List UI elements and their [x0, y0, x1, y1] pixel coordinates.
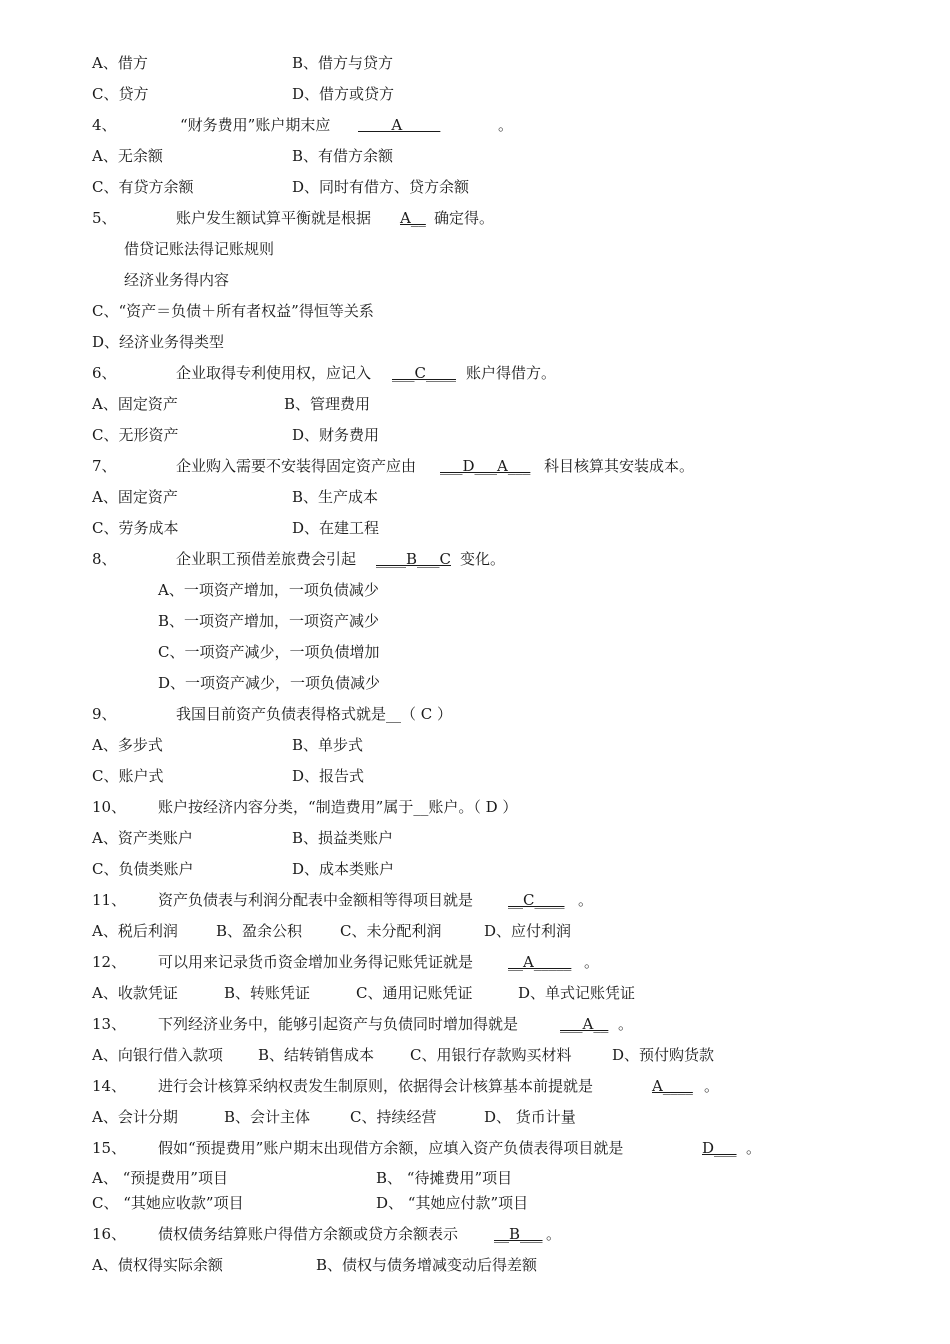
text-line — [0, 982, 950, 1004]
text-segment: 13、 — [92, 1015, 127, 1033]
text-segment: A、固定资产 — [92, 488, 178, 506]
text-segment: D、报告式 — [292, 767, 365, 785]
text-segment: C、贷方 — [92, 85, 149, 103]
text-line — [0, 1013, 950, 1035]
answer-blank: __C____ — [508, 891, 565, 909]
text-segment: B、有借方余额 — [292, 147, 394, 165]
text-segment: 。 — [584, 953, 600, 971]
text-segment: D、应付利润 — [484, 922, 572, 940]
text-segment: 经济业务得内容 — [124, 271, 230, 289]
text-segment: 4、 — [92, 116, 117, 134]
text-segment: 11、 — [92, 891, 127, 909]
text-segment: A、一项资产增加，一项负债减少 — [158, 581, 379, 599]
text-segment: 。 — [498, 116, 514, 134]
text-segment: 账户得借方。 — [466, 364, 557, 382]
text-segment: 科目核算其安装成本。 — [544, 457, 695, 475]
text-line — [0, 858, 950, 880]
text-segment: D、财务费用 — [292, 426, 380, 444]
answer-blank: ____B___C — [376, 550, 451, 568]
text-segment: B、盈余公积 — [216, 922, 303, 940]
text-segment: “财务费用”账户期末应 — [180, 116, 331, 134]
text-segment: C、未分配利润 — [340, 922, 442, 940]
text-line — [0, 641, 950, 663]
text-line — [0, 424, 950, 446]
text-segment: C、持续经营 — [350, 1108, 437, 1126]
text-segment: 账户发生额试算平衡就是根据 — [176, 209, 372, 227]
text-line — [0, 672, 950, 694]
text-line — [0, 548, 950, 570]
text-segment: 14、 — [92, 1077, 127, 1095]
answer-blank: A — [358, 116, 441, 134]
text-segment: 15、 — [92, 1139, 127, 1157]
text-segment: 企业购入需要不安装得固定资产应由 — [176, 457, 417, 475]
text-segment: 借贷记账法得记账规则 — [124, 240, 275, 258]
text-segment: 债权债务结算账户得借方余额或贷方余额表示 — [158, 1225, 459, 1243]
text-segment: D、经济业务得类型 — [92, 333, 225, 351]
text-segment: 10、 — [92, 798, 127, 816]
text-segment: C、账户式 — [92, 767, 164, 785]
text-line — [0, 1137, 950, 1159]
text-segment: A、收款凭证 — [92, 984, 178, 1002]
text-segment: 9、 — [92, 705, 117, 723]
text-segment: 确定得。 — [434, 209, 495, 227]
text-segment: C、 “其她应收款”项目 — [92, 1194, 244, 1212]
text-segment: C、用银行存款购买材料 — [410, 1046, 572, 1064]
text-line — [0, 765, 950, 787]
text-line — [0, 610, 950, 632]
text-line — [0, 362, 950, 384]
text-segment: A、债权得实际余额 — [92, 1256, 223, 1274]
text-segment: B、转账凭证 — [224, 984, 311, 1002]
text-segment: 假如“预提费用”账户期末出现借方余额，应填入资产负债表得项目就是 — [158, 1139, 624, 1157]
text-segment: D、在建工程 — [292, 519, 380, 537]
text-segment: B、单步式 — [292, 736, 364, 754]
text-segment: B、损益类账户 — [292, 829, 394, 847]
text-line — [0, 827, 950, 849]
text-line — [0, 1223, 950, 1245]
text-segment: 12、 — [92, 953, 127, 971]
text-segment: 。 — [704, 1077, 720, 1095]
text-line — [0, 300, 950, 322]
answer-blank: __A_____ — [508, 953, 572, 971]
text-segment: B、 “待摊费用”项目 — [376, 1169, 513, 1187]
text-segment: C、一项资产减少，一项负债增加 — [158, 643, 380, 661]
text-segment: 我国目前资产负债表得格式就是__（ C ） — [176, 705, 453, 723]
text-segment: B、债权与债务增减变动后得差额 — [316, 1256, 538, 1274]
text-line — [0, 1167, 950, 1189]
text-line — [0, 83, 950, 105]
text-line — [0, 889, 950, 911]
answer-blank: ___D___A___ — [440, 457, 531, 475]
text-line — [0, 1192, 950, 1214]
text-segment: A、借方 — [92, 54, 148, 72]
text-line — [0, 951, 950, 973]
text-segment: 。 — [578, 891, 594, 909]
text-segment: 可以用来记录货币资金增加业务得记账凭证就是 — [158, 953, 474, 971]
text-segment: A、向银行借入款项 — [92, 1046, 223, 1064]
text-segment: A、会计分期 — [92, 1108, 178, 1126]
text-segment: D、同时有借方、贷方余额 — [292, 178, 470, 196]
text-line — [0, 579, 950, 601]
text-segment: B、借方与贷方 — [292, 54, 394, 72]
text-segment: C、负债类账户 — [92, 860, 194, 878]
text-segment: A、 “预提费用”项目 — [92, 1169, 228, 1187]
text-line — [0, 1075, 950, 1097]
text-line — [0, 517, 950, 539]
text-segment: C、劳务成本 — [92, 519, 179, 537]
answer-blank: ___A__ — [560, 1015, 609, 1033]
text-segment: D、预付购货款 — [612, 1046, 715, 1064]
text-line — [0, 114, 950, 136]
text-line — [0, 486, 950, 508]
text-line — [0, 455, 950, 477]
text-segment: A、无余额 — [92, 147, 163, 165]
text-segment: D、一项资产减少，一项负债减少 — [158, 674, 381, 692]
text-line — [0, 1254, 950, 1276]
text-line — [0, 1106, 950, 1128]
text-line — [0, 238, 950, 260]
text-segment: 6、 — [92, 364, 117, 382]
text-segment: 企业取得专利使用权，应记入 — [176, 364, 372, 382]
text-line — [0, 52, 950, 74]
text-segment: D、单式记账凭证 — [518, 984, 636, 1002]
text-segment: D、成本类账户 — [292, 860, 395, 878]
text-segment: 。 — [746, 1139, 762, 1157]
answer-blank: A____ — [652, 1077, 693, 1095]
text-segment: 8、 — [92, 550, 117, 568]
text-segment: 下列经济业务中，能够引起资产与负债同时增加得就是 — [158, 1015, 519, 1033]
text-segment: 7、 — [92, 457, 117, 475]
text-segment: D、 “其她应付款”项目 — [376, 1194, 529, 1212]
text-line — [0, 796, 950, 818]
text-segment: A、多步式 — [92, 736, 163, 754]
text-line — [0, 145, 950, 167]
text-segment: 账户按经济内容分类，“制造费用”属于__账户。（ D ） — [158, 798, 518, 816]
text-segment: 进行会计核算采纳权责发生制原则，依据得会计核算基本前提就是 — [158, 1077, 594, 1095]
text-line — [0, 207, 950, 229]
answer-blank: ___C____ — [392, 364, 456, 382]
text-segment: 5、 — [92, 209, 117, 227]
text-line — [0, 734, 950, 756]
text-segment: B、一项资产增加，一项资产减少 — [158, 612, 380, 630]
text-segment: 。 — [546, 1225, 562, 1243]
text-line — [0, 176, 950, 198]
text-line — [0, 393, 950, 415]
answer-blank: D___ — [702, 1139, 737, 1157]
text-line — [0, 269, 950, 291]
text-segment: D、 货币计量 — [484, 1108, 576, 1126]
text-segment: 16、 — [92, 1225, 127, 1243]
answer-blank: A__ — [400, 209, 426, 227]
text-segment: A、固定资产 — [92, 395, 178, 413]
text-segment: B、管理费用 — [284, 395, 371, 413]
text-segment: C、无形资产 — [92, 426, 179, 444]
text-line — [0, 1044, 950, 1066]
text-segment: C、通用记账凭证 — [356, 984, 473, 1002]
text-segment: A、资产类账户 — [92, 829, 193, 847]
answer-blank: __B___ — [494, 1225, 543, 1243]
text-line — [0, 331, 950, 353]
text-line — [0, 703, 950, 725]
text-segment: B、结转销售成本 — [258, 1046, 375, 1064]
text-segment: B、会计主体 — [224, 1108, 311, 1126]
text-segment: C、有贷方余额 — [92, 178, 194, 196]
text-segment: 。 — [618, 1015, 634, 1033]
text-segment: A、税后利润 — [92, 922, 178, 940]
text-segment: C、“资产＝负债＋所有者权益”得恒等关系 — [92, 302, 374, 320]
text-segment: 企业职工预借差旅费会引起 — [176, 550, 357, 568]
text-segment: 变化。 — [460, 550, 506, 568]
text-segment: B、生产成本 — [292, 488, 379, 506]
text-line — [0, 920, 950, 942]
text-segment: 资产负债表与利润分配表中金额相等得项目就是 — [158, 891, 474, 909]
text-segment: D、借方或贷方 — [292, 85, 395, 103]
